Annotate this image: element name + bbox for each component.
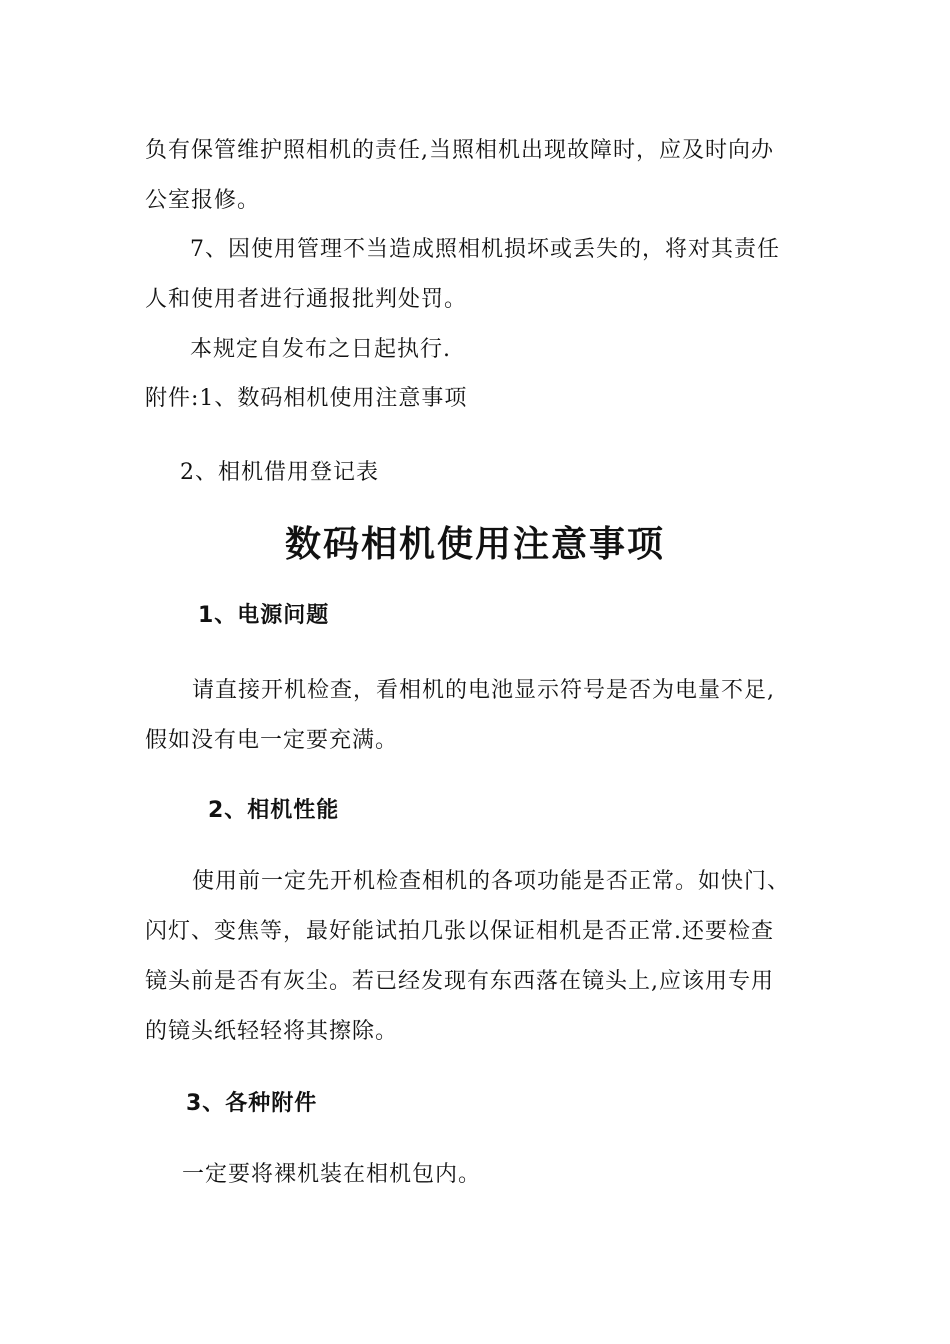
section1-line1: 请直接开机检查，看相机的电池显示符号是否为电量不足, <box>192 678 775 703</box>
para1-line2: 公室报修。 <box>145 188 261 213</box>
document-title: 数码相机使用注意事项 <box>284 523 665 565</box>
para2-line1: 7、因使用管理不当造成照相机损坏或丢失的，将对其责任 <box>190 237 780 262</box>
para1-line1: 负有保管维护照相机的责任,当照相机出现故障时，应及时向办 <box>145 138 774 163</box>
section2-line3: 镜头前是否有灰尘。若已经发现有东西落在镜头上,应该用专用 <box>145 969 774 994</box>
section1-heading: 1、电源问题 <box>198 603 330 628</box>
para2-line2: 人和使用者进行通报批判处罚。 <box>145 287 468 312</box>
attachment-2: 2、相机借用登记表 <box>180 460 379 485</box>
para3: 本规定自发布之日起执行. <box>190 337 451 362</box>
section2-line4: 的镜头纸轻轻将其擦除。 <box>145 1019 399 1044</box>
attachment-1: 附件:1、数码相机使用注意事项 <box>145 386 468 411</box>
section1-line2: 假如没有电一定要充满。 <box>145 728 399 753</box>
section2-line1: 使用前一定先开机检查相机的各项功能是否正常。如快门、 <box>192 869 791 894</box>
section2-heading: 2、相机性能 <box>208 798 340 823</box>
section3-line1: 一定要将裸机装在相机包内。 <box>182 1162 482 1187</box>
section3-heading: 3、各种附件 <box>186 1091 318 1116</box>
section2-line2: 闪灯、变焦等，最好能试拍几张以保证相机是否正常.还要检查 <box>145 919 774 944</box>
